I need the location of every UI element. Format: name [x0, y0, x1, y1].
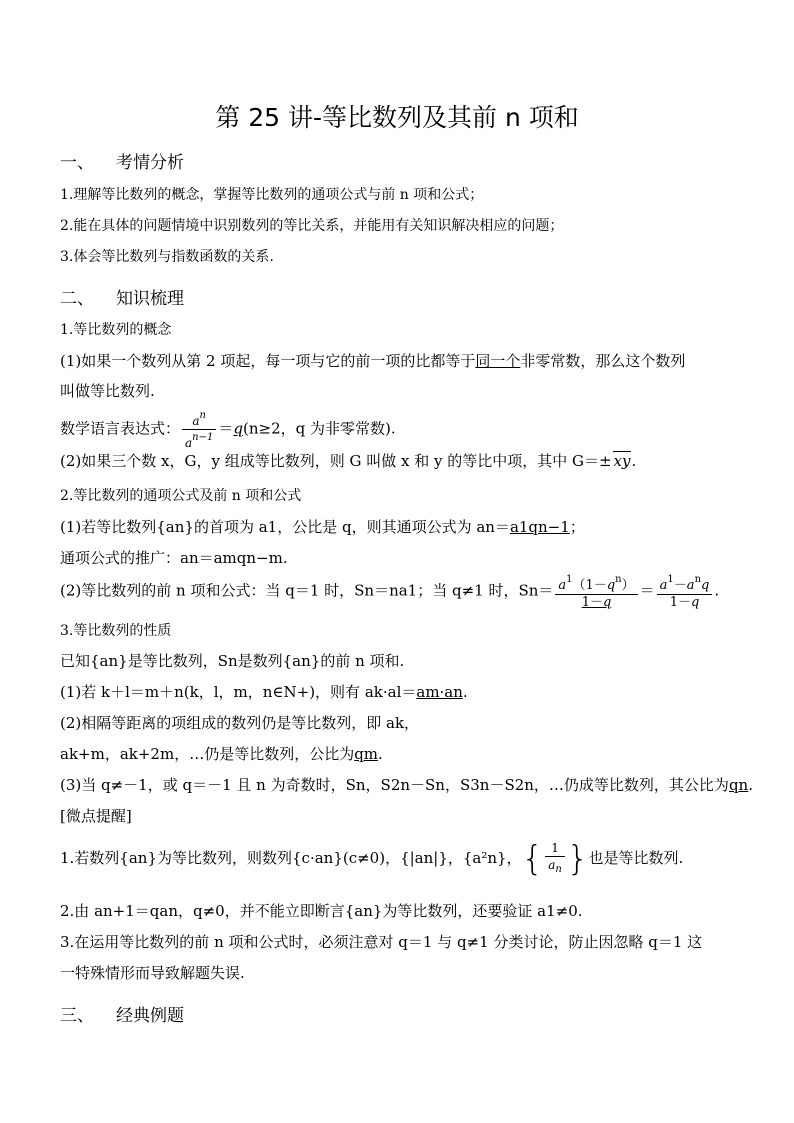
subheading-properties: 3.等比数列的性质	[60, 623, 172, 639]
tip-1: 1.若数列{an}为等比数列，则数列{c·an}(c≠0)，{|an|}，{a²n}，{ $\frac{1}{a_n}$ }也是等比数列.	[60, 839, 684, 879]
underlined-answer: am·an	[416, 683, 463, 701]
analysis-item-2: 2.能在具体的问题情境中识别数列的等比关系，并能用有关知识解决相应的问题；	[60, 218, 564, 234]
tip-3: 3.在运用等比数列的前 n 项和公式时，必须注意对 q＝1 与 q≠1 分类讨论，防止因忽略 q＝1 这	[60, 933, 703, 951]
tips-heading: [微点提醒]	[60, 807, 132, 825]
section-heading-knowledge	[60, 284, 184, 309]
section-number: 二、	[60, 289, 94, 309]
property-3: (3)当 q≠－1，或 q＝－1 且 n 为奇数时，Sn，S2n－Sn，S3n－S2n，…仍成等比数列，其公比为qn.	[60, 776, 753, 794]
property-2: (2)相隔等距离的项组成的数列仍是等比数列，即 ak，	[60, 714, 420, 732]
page-title: 第 25 讲-等比数列及其前 n 项和	[215, 103, 579, 132]
concept-paragraph-1: (1)如果一个数列从第 2 项起，每一项与它的前一项的比都等于同一个非零常数，那么这个数列	[60, 352, 686, 370]
sum-formula-paragraph: (2)等比数列的前 n 项和公式：当 q＝1 时，Sn＝na1；当 q≠1 时，Sn＝ $\frac{a^1(1-q^n)}{1-q}$ ＝ $\frac{a^1-a^nq}{1-q}$ .	[60, 574, 720, 610]
sum-fraction-2: $\frac{a^1-a^nq}{1-q}$	[657, 572, 713, 611]
section-title: 经典例题	[116, 1006, 184, 1026]
general-term-extension: 通项公式的推广：an＝amqn−m.	[60, 549, 288, 567]
section-title: 知识梳理	[116, 289, 184, 309]
property-1: (1)若 k＋l＝m＋n(k，l，m，n∈N+)，则有 ak·al＝am·an.	[60, 683, 468, 701]
underlined-answer: qm	[354, 745, 379, 763]
right-brace: }	[566, 839, 589, 879]
underlined-answer: qn	[728, 776, 749, 794]
property-2-cont: ak+m，ak+2m，…仍是等比数列，公比为qm.	[60, 745, 383, 763]
tip-2: 2.由 an+1＝qan，q≠0，并不能立即断言{an}为等比数列，还要验证 a1≠0.	[60, 902, 583, 920]
geometric-mean-paragraph: (2)如果三个数 x，G，y 组成等比数列，则 G 叫做 x 和 y 的等比中项，其中 G＝± xy.	[60, 452, 637, 470]
sum-fraction-1: $\frac{a^1(1-q^n)}{1-q}$	[555, 572, 637, 611]
analysis-item-3: 3.体会等比数列与指数函数的关系.	[60, 249, 274, 265]
underlined-answer: 同一个	[475, 352, 521, 370]
section-number: 三、	[60, 1006, 94, 1026]
reciprocal-fraction: $\frac{1}{a_n}$	[545, 840, 565, 878]
section-heading-analysis	[60, 148, 184, 173]
general-term-paragraph: (1)若等比数列{an}的首项为 a1，公比是 q，则其通项公式为 an＝a1qn−1；	[60, 518, 585, 536]
concept-expression: 数学语言表达式： $\frac{a^n}{a^{n-1}}$ ＝q(n≥2，q 为非零常数).	[60, 410, 396, 450]
ratio-fraction: $\frac{a^n}{a^{n-1}}$	[182, 408, 216, 451]
section-number: 一、	[60, 153, 94, 173]
subheading-formulas: 2.等比数列的通项公式及前 n 项和公式	[60, 488, 302, 504]
properties-intro: 已知{an}是等比数列，Sn是数列{an}的前 n 项和.	[60, 652, 405, 670]
sqrt-symbol: xy	[613, 452, 631, 470]
concept-paragraph-1-cont: 叫做等比数列.	[60, 382, 155, 400]
analysis-item-1: 1.理解等比数列的概念，掌握等比数列的通项公式与前 n 项和公式；	[60, 187, 484, 203]
left-brace: {	[521, 839, 544, 879]
tip-3-cont: 一特殊情形而导致解题失误.	[60, 964, 245, 982]
section-title: 考情分析	[116, 153, 184, 173]
underlined-answer: a1qn−1	[509, 518, 570, 536]
section-heading-examples	[60, 1001, 184, 1026]
subheading-concept: 1.等比数列的概念	[60, 322, 172, 338]
